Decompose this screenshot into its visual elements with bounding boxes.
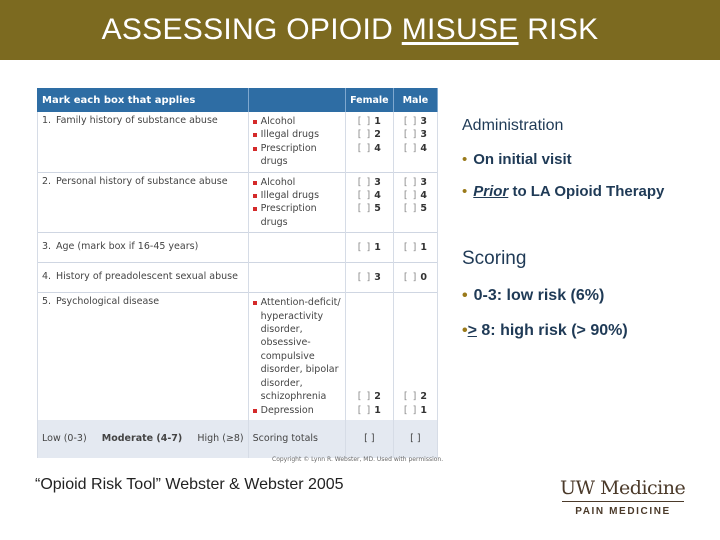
male-score-box[interactable]: [ ] 3	[403, 116, 427, 127]
risk-item: Attention-deficit/ hyperactivity disorder, obsessive- compulsive disorder, bipolar disorder, schizophrenia	[253, 296, 341, 403]
score-bullet: •> 8: high risk (> 90%)	[462, 322, 628, 339]
header-male: Male	[393, 88, 437, 112]
male-score-box[interactable]: [ ] 1	[403, 242, 427, 254]
table-row-sexual-abuse: 4. History of preadolescent sexual abuse [ ] 3 [ ] 0	[38, 263, 438, 293]
table-row-family-history: 1. Family history of substance abuse Alcohol Illegal drugs Prescription drugs [ ] 1 [ ] 2 [ ] 4 [ ] 3 [ ] 3 [ ] 4	[38, 112, 438, 172]
table-row-psychological: 5. Psychological disease Attention-deficit/ hyperactivity disorder, obsessive- compulsive disorder, bipolar disorder, schizophrenia Depression [ ] 2 [ ] 1 [ ] 2 [ ] 1	[38, 293, 438, 420]
male-score-box[interactable]: [ ] 5	[403, 203, 427, 215]
male-score-box[interactable]: [ ] 4	[403, 142, 427, 154]
risk-item: Illegal drugs	[253, 189, 341, 202]
scoring-heading: Scoring	[462, 248, 527, 269]
female-score-box[interactable]: [ ] 3	[357, 176, 381, 188]
table-row-personal-history: 2. Personal history of substance abuse Alcohol Illegal drugs Prescription drugs [ ] 3 [ ] 4 [ ] 5 [ ] 3 [ ] 4 [ ] 5	[38, 172, 438, 233]
administration-heading: Administration	[462, 117, 564, 134]
moderate-risk-label: Moderate (4-7)	[101, 433, 183, 445]
question-label: Personal history of substance abuse	[56, 175, 228, 187]
female-score-box[interactable]: [ ] 4	[357, 190, 381, 202]
risk-item: Prescription drugs	[253, 142, 341, 169]
risk-item: Depression	[253, 404, 341, 417]
male-score-box[interactable]: [ ] 3	[403, 176, 427, 188]
female-score-box[interactable]: [ ] 1	[357, 116, 381, 127]
header-instruction: Mark each box that applies	[38, 88, 249, 112]
risk-item: Prescription drugs	[253, 202, 341, 229]
risk-item: Alcohol	[253, 176, 341, 189]
female-score-box[interactable]: [ ] 1	[357, 404, 381, 416]
table-row-age: 3. Age (mark box if 16-45 years) [ ] 1 [ ] 1	[38, 233, 438, 263]
citation: “Opioid Risk Tool” Webster & Webster 2005	[35, 476, 344, 493]
female-score-box[interactable]: [ ] 2	[357, 129, 381, 141]
female-score-box[interactable]: [ ] 3	[357, 272, 381, 284]
question-label: Family history of substance abuse	[56, 115, 218, 126]
logo-main-text: UW Medicine	[560, 477, 686, 499]
female-score-box[interactable]: [ ] 5	[357, 203, 381, 215]
male-total-box[interactable]: [ ]	[393, 420, 437, 458]
scoring-totals-label: Scoring totals	[248, 420, 345, 458]
question-label: Age (mark box if 16-45 years)	[56, 241, 199, 253]
male-score-box[interactable]: [ ] 1	[403, 404, 427, 416]
low-risk-label: Low (0-3)	[42, 433, 87, 445]
uw-medicine-logo	[560, 477, 686, 522]
bullet-icon: •	[462, 287, 468, 304]
male-score-box[interactable]: [ ] 2	[403, 391, 427, 403]
question-label: Psychological disease	[56, 296, 160, 308]
question-label: History of preadolescent sexual abuse	[56, 271, 238, 283]
table-row-risk-levels	[38, 420, 438, 458]
logo-sub-text: PAIN MEDICINE	[575, 506, 671, 517]
bullet-icon: •	[462, 322, 468, 339]
logo-divider	[562, 501, 684, 502]
risk-item: Illegal drugs	[253, 128, 341, 141]
score-bullet: • 0-3: low risk (6%)	[462, 287, 605, 304]
female-score-box[interactable]: [ ] 2	[357, 391, 381, 403]
header-blank	[248, 88, 345, 112]
title-bar	[0, 0, 720, 60]
admin-bullet: • On initial visit	[462, 151, 572, 168]
slide-title: ASSESSING OPIOID MISUSE RISK	[101, 13, 599, 46]
female-score-box[interactable]: [ ] 4	[357, 142, 381, 154]
admin-bullet: • Prior to LA Opioid Therapy	[462, 183, 665, 200]
male-score-box[interactable]: [ ] 4	[403, 190, 427, 202]
risk-item: Alcohol	[253, 115, 341, 128]
bullet-icon: •	[462, 183, 468, 200]
table-header-row	[38, 88, 438, 112]
female-score-box[interactable]: [ ] 1	[357, 242, 381, 254]
male-score-box[interactable]: [ ] 0	[403, 272, 427, 284]
bullet-icon: •	[462, 151, 468, 168]
female-total-box[interactable]: [ ]	[345, 420, 393, 458]
header-female: Female	[345, 88, 393, 112]
copyright-note: Copyright © Lynn R. Webster, MD. Used with permission.	[272, 456, 444, 463]
high-risk-label: High (≥8)	[197, 433, 244, 445]
opioid-risk-tool-table	[37, 88, 438, 458]
male-score-box[interactable]: [ ] 3	[403, 129, 427, 141]
